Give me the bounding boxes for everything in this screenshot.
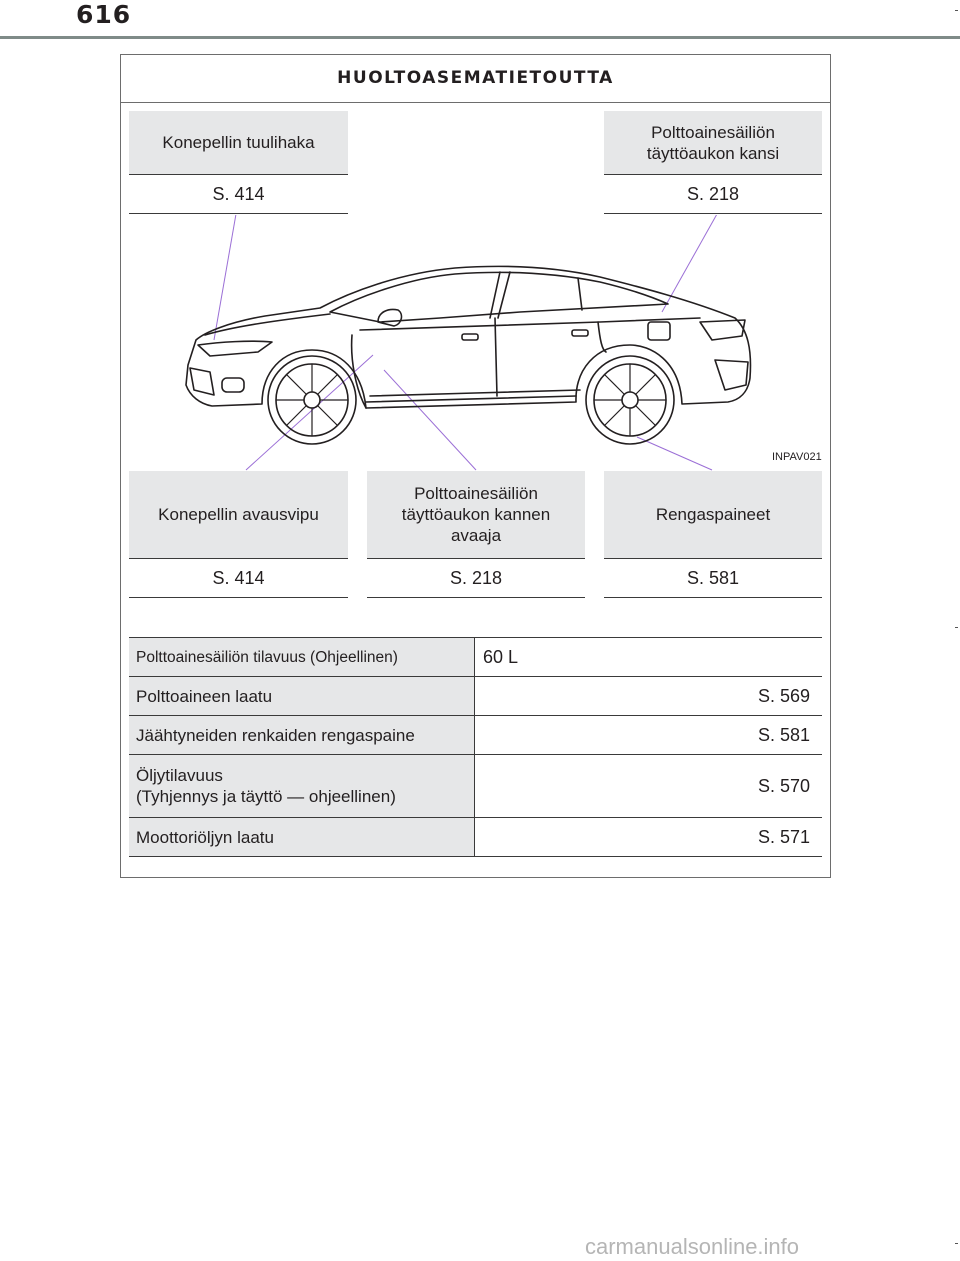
spec-label-multiline xyxy=(129,755,475,817)
edge-tick xyxy=(955,1243,958,1244)
edge-tick xyxy=(955,10,958,11)
spec-label: Polttoaineen laatu xyxy=(129,677,475,715)
section-title: HUOLTOASEMATIETOUTTA xyxy=(120,54,831,103)
table-row xyxy=(129,638,822,677)
edge-tick xyxy=(955,627,958,628)
callout-page-ref[interactable]: S. 414 xyxy=(129,559,348,598)
spec-label: Moottoriöljyn laatu xyxy=(129,818,475,856)
spec-label: Öljytilavuus xyxy=(136,766,223,785)
callout-page-ref[interactable]: S. 581 xyxy=(604,559,822,598)
page-number: 616 xyxy=(76,0,132,29)
header-rule xyxy=(0,36,960,39)
table-row xyxy=(129,677,822,716)
callout-label: Rengaspaineet xyxy=(604,471,822,559)
figure-code: INPAV021 xyxy=(772,451,822,463)
spec-label-line2: (Tyhjennys ja täyttö — ohjeellinen) xyxy=(136,787,396,806)
callout-label: Konepellin tuulihaka xyxy=(129,111,348,175)
car-illustration xyxy=(120,215,831,475)
spec-label: Polttoainesäiliön tilavuus (Ohjeellinen) xyxy=(129,638,475,676)
callout-fuel-door xyxy=(604,111,822,214)
watermark: carmanualsonline.info xyxy=(585,1234,800,1259)
spec-value[interactable]: S. 569 xyxy=(757,685,810,706)
callout-hood-latch xyxy=(129,111,348,214)
spec-table xyxy=(129,637,822,857)
spec-label: Jäähtyneiden renkaiden rengaspaine xyxy=(129,716,475,754)
table-row xyxy=(129,818,822,857)
spec-value: 60 L xyxy=(483,646,519,667)
callout-page-ref[interactable]: S. 218 xyxy=(604,175,822,214)
spec-value[interactable]: S. 581 xyxy=(757,724,810,745)
callout-tire-pressure xyxy=(604,471,822,598)
spec-value[interactable]: S. 571 xyxy=(757,826,810,847)
callout-label: Polttoainesäiliön täyttöaukon kansi xyxy=(604,111,822,175)
callout-label: Polttoainesäiliön täyttöaukon kannen avaaja xyxy=(367,471,585,559)
spec-value[interactable]: S. 570 xyxy=(757,775,810,796)
callout-fuel-door-opener xyxy=(367,471,585,598)
callout-label: Konepellin avausvipu xyxy=(129,471,348,559)
callout-page-ref[interactable]: S. 218 xyxy=(367,559,585,598)
callout-page-ref[interactable]: S. 414 xyxy=(129,175,348,214)
table-row xyxy=(129,755,822,818)
table-row xyxy=(129,716,822,755)
callout-hood-release xyxy=(129,471,348,598)
